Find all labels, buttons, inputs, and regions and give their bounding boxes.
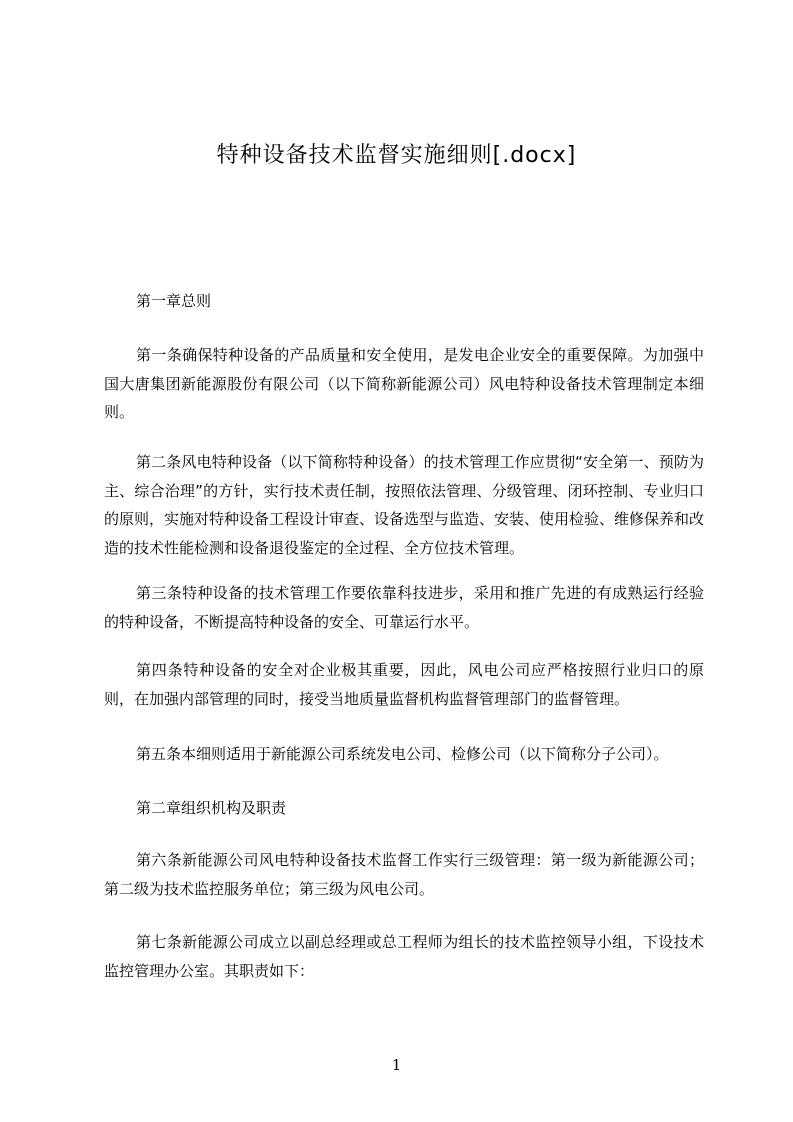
article-paragraph: 第五条本细则适用于新能源公司系统发电公司、检修公司（以下简称分子公司）。 (136, 745, 669, 763)
page-number: 1 (391, 1056, 402, 1074)
chapter-heading: 第二章组织机构及职责 (136, 799, 287, 817)
document-title: 特种设备技术监督实施细则[.docx] (216, 143, 577, 168)
article-paragraph: 第七条新能源公司成立以副总经理或总工程师为组长的技术监控领导小组，下设技术监控管理办公室。其职责如下： (104, 933, 704, 980)
article-paragraph: 第六条新能源公司风电特种设备技术监督工作实行三级管理：第一级为新能源公司；第二级为技术监控服务单位；第三级为风电公司。 (104, 851, 704, 898)
article-paragraph: 第二条风电特种设备（以下简称特种设备）的技术管理工作应贯彻“安全第一、预防为主、综合治理”的方针，实行技术责任制，按照依法管理、分级管理、闭环控制、专业归口的原则，实施对特种设备工程设计审查、设备选型与监造、安装、使用检验、维修保养和改造的技术性能检测和设备退役鉴定的全过程、全方位技术管理。 (104, 453, 705, 557)
article-paragraph: 第一条确保特种设备的产品质量和安全使用，是发电企业安全的重要保障。为加强中国大唐集团新能源股份有限公司（以下简称新能源公司）风电特种设备技术管理制定本细则。 (104, 346, 704, 421)
chapter-heading: 第一章总则 (136, 292, 212, 310)
article-paragraph: 第三条特种设备的技术管理工作要依靠科技进步，采用和推广先进的有成熟运行经验的特种设备，不断提高特种设备的安全、可靠运行水平。 (104, 584, 704, 631)
article-paragraph: 第四条特种设备的安全对企业极其重要，因此，风电公司应严格按照行业归口的原则，在加强内部管理的同时，接受当地质量监督机构监督管理部门的监督管理。 (104, 661, 704, 708)
